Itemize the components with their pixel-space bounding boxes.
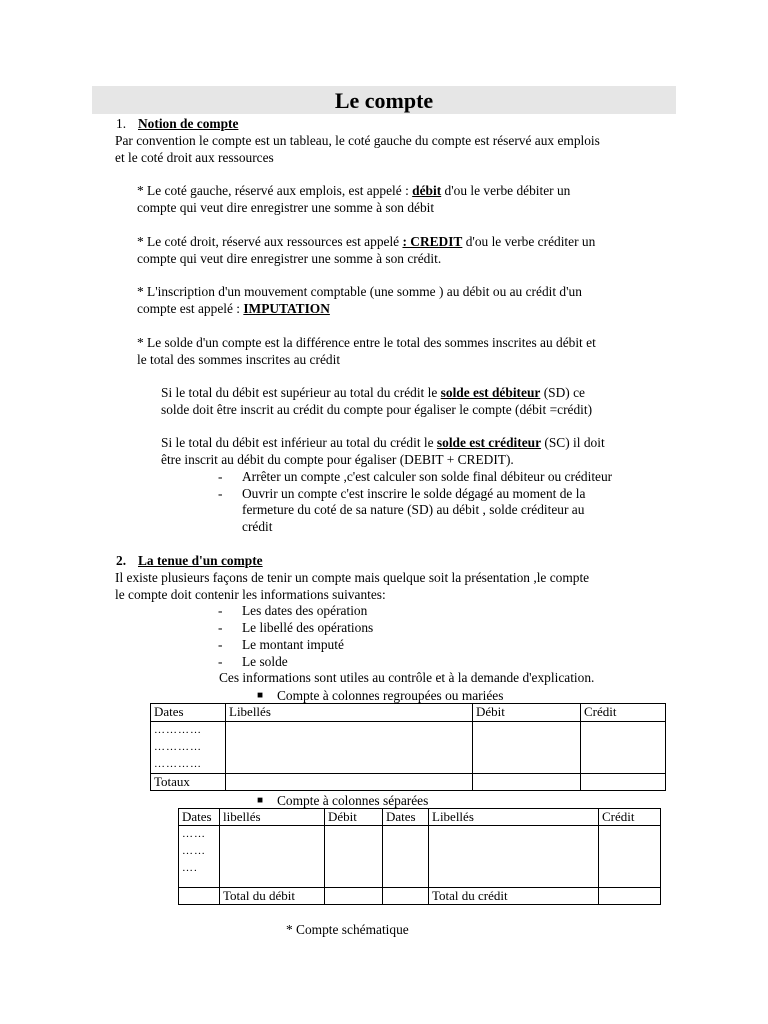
table-cell	[325, 826, 383, 888]
table-total-row	[151, 774, 666, 791]
solde-paragraph-line2: le total des sommes inscrites au crédit	[137, 352, 341, 367]
credit-keyword: : CREDIT	[402, 234, 463, 249]
total-debit-cell: Total du débit	[220, 888, 325, 905]
list-item: - Les dates des opération	[218, 603, 368, 618]
section-2-intro-line1: Il existe plusieurs façons de tenir un compte mais quelque soit la présentation ,le compte	[115, 570, 590, 585]
debit-paragraph-line1	[137, 182, 570, 199]
compte-schematique-label: * Compte schématique	[286, 922, 409, 937]
imputation-keyword: IMPUTATION	[243, 301, 330, 316]
table-row	[151, 722, 666, 774]
table-cell	[383, 888, 429, 905]
table-header-row	[151, 704, 666, 722]
dates-dots-cell	[179, 826, 220, 888]
table-header-cell: Crédit	[599, 809, 661, 826]
dash-item-arreter: - Arrêter un compte ,c'est calculer son solde final débiteur ou créditeur	[218, 469, 613, 484]
square-bullet-icon: ■	[257, 690, 264, 701]
compte-table-regroupe	[150, 703, 666, 791]
table-header-cell: Débit	[325, 809, 383, 826]
sd-paragraph-line1	[161, 384, 585, 401]
table-header-cell: Dates	[151, 704, 226, 722]
sd-paragraph-line2: solde doit être inscrit au crédit du compte pour égaliser le compte (débit =crédit)	[161, 402, 593, 417]
table-cell	[220, 826, 325, 888]
totaux-cell: Totaux	[151, 774, 226, 791]
dash-item-ouvrir-line3: crédit	[242, 519, 273, 534]
table-cell	[226, 722, 473, 774]
dash-item-ouvrir-line2: fermeture du coté de sa nature (SD) au débit , solde créditeur au	[242, 502, 585, 517]
list-item-text: Le solde	[242, 654, 288, 669]
table-cell	[383, 826, 429, 888]
list-item: - Le libellé des opérations	[218, 620, 374, 635]
debit-keyword: débit	[412, 183, 442, 198]
page-title: Le compte	[334, 88, 434, 113]
dash-item-ouvrir-line1: Ouvrir un compte c'est inscrire le solde dégagé au moment de la	[242, 486, 586, 501]
square-bullet-icon: ■	[257, 795, 264, 806]
imputation-paragraph-line2	[137, 300, 330, 317]
sd-text-a: Si le total du débit est supérieur au total du crédit le	[161, 385, 441, 400]
section-2-heading	[116, 552, 263, 569]
debit-text-c: d'ou le verbe débiter un	[441, 183, 571, 198]
table-header-cell: Dates	[179, 809, 220, 826]
debit-paragraph-line2: compte qui veut dire enregistrer une somme à son débit	[137, 200, 435, 215]
table-header-cell: Libellés	[429, 809, 599, 826]
total-credit-cell: Total du crédit	[429, 888, 599, 905]
dates-dots-cell	[151, 722, 226, 774]
section-2-intro-line2: le compte doit contenir les informations suivantes:	[115, 587, 386, 602]
dash-item-arreter-text: Arrêter un compte ,c'est calculer son solde final débiteur ou créditeur	[242, 469, 613, 484]
table-cell	[473, 722, 581, 774]
credit-text-c: d'ou le verbe créditer un	[462, 234, 596, 249]
credit-paragraph-line2: compte qui veut dire enregistrer une somme à son crédit.	[137, 251, 442, 266]
list-item-text: Le libellé des opérations	[242, 620, 374, 635]
sc-paragraph-line1	[161, 434, 605, 451]
section-1-intro-line1: Par convention le compte est un tableau, le coté gauche du compte est réservé aux emplois	[115, 133, 600, 148]
dots-line: ……	[182, 845, 206, 857]
table-total-row	[179, 888, 661, 905]
table-cell	[325, 888, 383, 905]
compte-table-separe	[178, 808, 661, 905]
table-cell	[581, 774, 666, 791]
dots-line: ….	[182, 862, 198, 874]
table-row	[179, 826, 661, 888]
dots-line: …………	[154, 741, 202, 753]
sc-keyword: solde est créditeur	[436, 435, 542, 450]
credit-text-a: * Le coté droit, réservé aux ressources est appelé	[137, 234, 403, 249]
section-1-number: 1.	[116, 116, 127, 131]
list-item: - Le montant imputé	[218, 637, 344, 652]
sd-text-c: (SD) ce	[540, 385, 585, 400]
table-cell	[599, 888, 661, 905]
table-header-cell: Crédit	[581, 704, 666, 722]
imputation-text-b: compte est appelé :	[137, 301, 244, 316]
table-cell	[599, 826, 661, 888]
dots-line: …………	[154, 758, 202, 770]
imputation-paragraph-line1: * L'inscription d'un mouvement comptable (une somme ) au débit ou au crédit d'un	[137, 284, 582, 299]
section-1-intro-line2: et le coté droit aux ressources	[115, 150, 274, 165]
sc-text-a: Si le total du débit est inférieur au total du crédit le	[161, 435, 437, 450]
credit-paragraph-line1	[137, 233, 595, 250]
sc-text-c: (SC) il doit	[541, 435, 605, 450]
section-2-title: La tenue d'un compte	[138, 553, 263, 568]
table-header-cell: Débit	[473, 704, 581, 722]
table-header-cell: Dates	[383, 809, 429, 826]
dash-item-ouvrir: - Ouvrir un compte c'est inscrire le solde dégagé au moment de la	[218, 486, 586, 501]
list-item: - Le solde	[218, 654, 288, 669]
bullet-colonnes-regroupees	[257, 687, 504, 704]
table-header-cell: libellés	[220, 809, 325, 826]
table-cell	[429, 826, 599, 888]
bullet-colonnes-separees-text: Compte à colonnes séparées	[277, 793, 429, 808]
section-2-number: 2.	[116, 553, 127, 568]
dots-line: ……	[182, 828, 206, 840]
sd-keyword: solde est débiteur	[440, 385, 541, 400]
section-1-title: Notion de compte	[138, 116, 239, 131]
table-cell	[179, 888, 220, 905]
sc-paragraph-line2: être inscrit au débit du compte pour égaliser (DEBIT + CREDIT).	[161, 452, 514, 467]
table-cell	[226, 774, 473, 791]
list-item-text: Le montant imputé	[242, 637, 344, 652]
solde-paragraph-line1: * Le solde d'un compte est la différence entre le total des sommes inscrites au débit et	[137, 335, 596, 350]
table-cell	[473, 774, 581, 791]
bullet-colonnes-separees	[257, 792, 429, 809]
table-header-cell: Libellés	[226, 704, 473, 722]
table-header-row	[179, 809, 661, 826]
bullet-colonnes-regroupees-text: Compte à colonnes regroupées ou mariées	[277, 688, 504, 703]
section-1-heading	[116, 115, 238, 132]
list-item-text: Les dates des opération	[242, 603, 368, 618]
dots-line: …………	[154, 724, 202, 736]
table-cell	[581, 722, 666, 774]
debit-text-a: * Le coté gauche, réservé aux emplois, est appelé :	[137, 183, 413, 198]
info-note: Ces informations sont utiles au contrôle et à la demande d'explication.	[219, 670, 595, 685]
